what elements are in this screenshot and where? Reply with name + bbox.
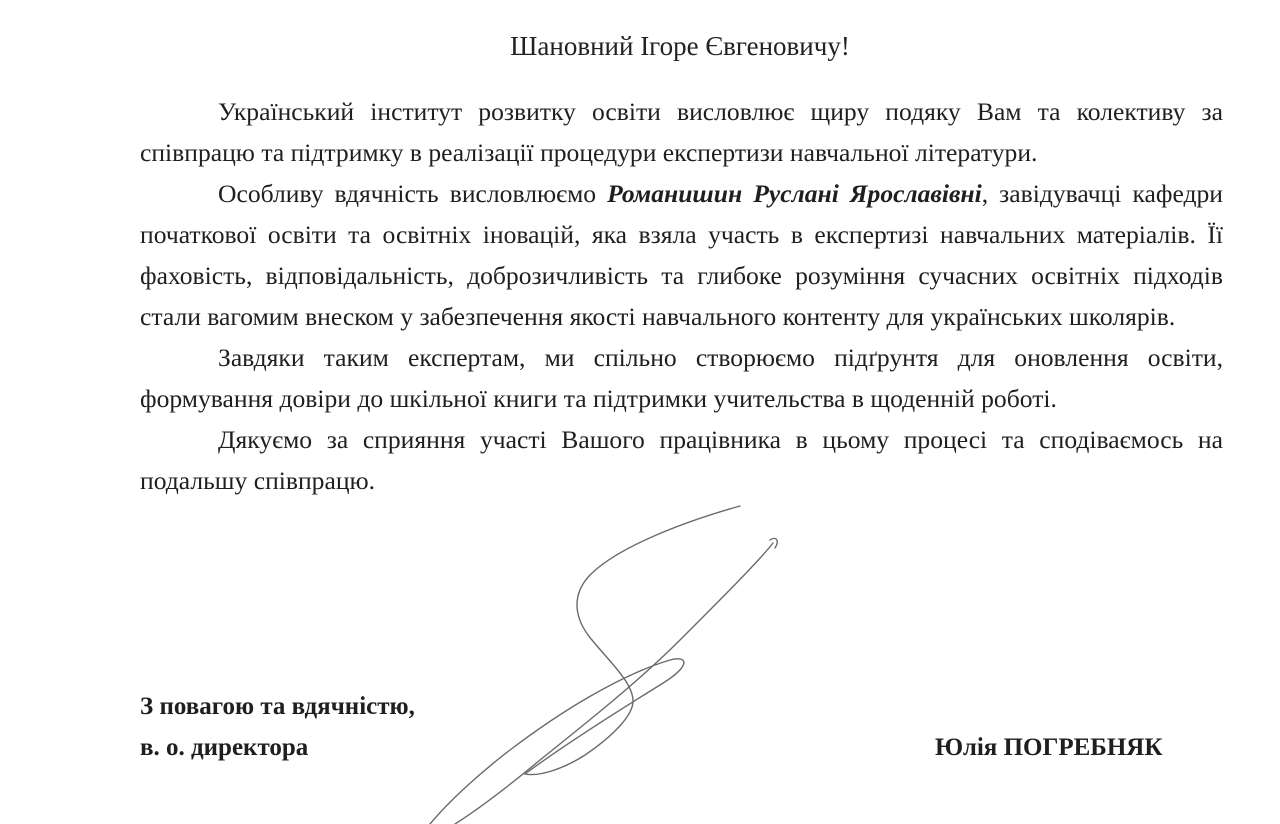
- salutation-heading: Шановний Ігоре Євгеновичу!: [510, 31, 850, 61]
- paragraph-special-thanks-intro: Особливу вдячність висловлюємо: [218, 179, 608, 208]
- paragraph-special-thanks: [140, 173, 1223, 337]
- signer-name: Юлія ПОГРЕБНЯК: [935, 734, 1163, 761]
- closing-regards: З повагою та вдячністю,: [140, 693, 415, 720]
- paragraph-gratitude: Український інститут розвитку освіти висловлює щиру подяку Вам та колективу за співпрацю та підтримку в реалізації процедури експертизи навчальної літератури.: [140, 97, 1223, 167]
- paragraph-special-thanks-rest: , завідувачці кафедри початкової освіти та освітніх іновацій, яка взяла участь в експертизі навчальних матеріалів. Її фаховість, відповідальність, доброзичливість та глибоке розуміння сучасних освітніх підходів стали вагомим внеском у забезпечення якості навчального контенту для українських школярів.: [140, 179, 1223, 331]
- paragraph-experts: Завдяки таким експертам, ми спільно створюємо підґрунтя для оновлення освіти, формування довіри до шкільної книги та підтримки учительства в щоденній роботі.: [140, 343, 1223, 413]
- paragraph-closing-thanks: Дякуємо за сприяння участі Вашого працівника в цьому процесі та сподіваємось на подальшу співпрацю.: [140, 425, 1223, 495]
- closing-block: [140, 686, 415, 768]
- signer-position: в. о. директора: [140, 734, 309, 761]
- letter-body: [140, 91, 1223, 501]
- expert-name: Романишин Руслані Ярославівні: [607, 179, 982, 208]
